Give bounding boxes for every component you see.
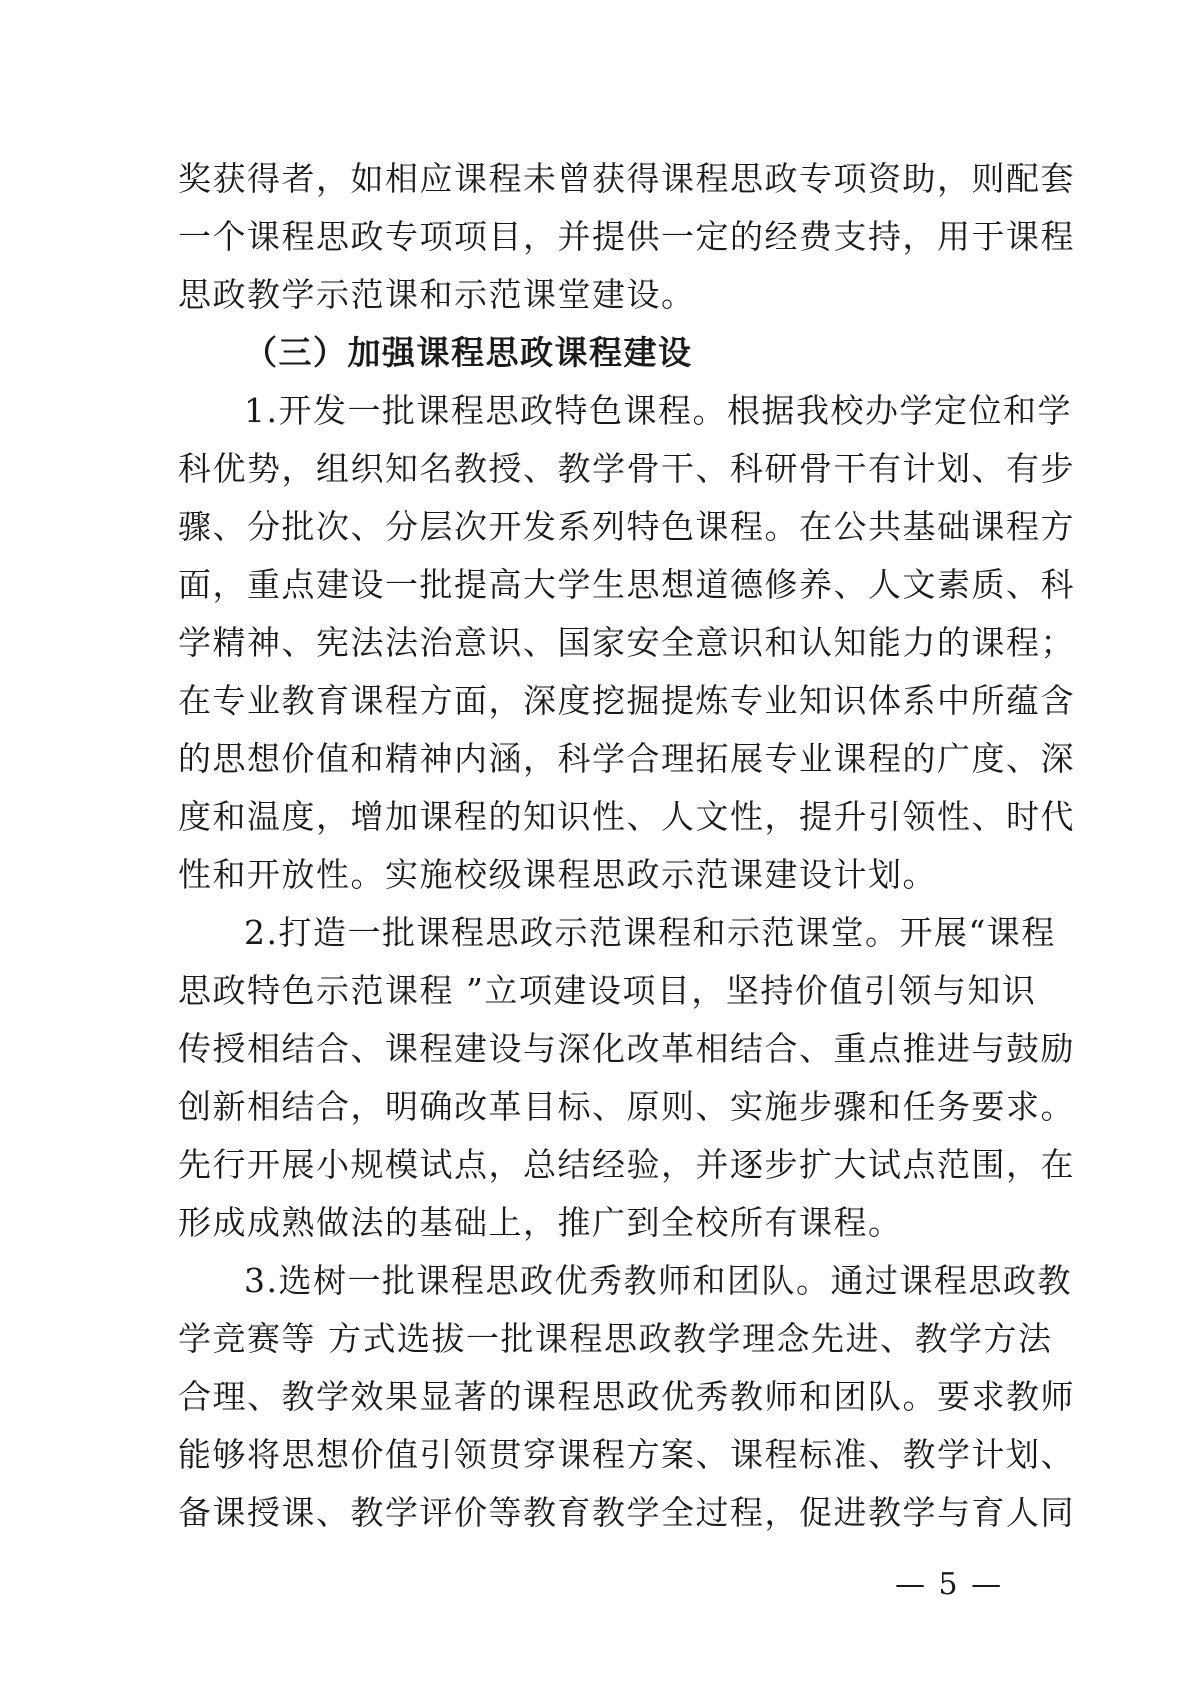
paragraph-line: 合理、教学效果显著的课程思政优秀教师和团队。要求教师 <box>178 1377 1075 1416</box>
document-body <box>178 150 1075 1542</box>
paragraph-line: 在专业教育课程方面，深度挖掘提炼专业知识体系中所蕴含 <box>178 681 1075 720</box>
paragraph-line: 学精神、宪法法治意识、国家安全意识和认知能力的课程； <box>178 623 1075 662</box>
paragraph-line: 2.打造一批课程思政示范课程和示范课堂。开展“课程 <box>244 913 1056 952</box>
section-heading: （三）加强课程思政课程建设 <box>244 333 693 372</box>
paragraph-line: 科优势，组织知名教授、教学骨干、科研骨干有计划、有步 <box>178 449 1075 488</box>
paragraph-line: 思政特色示范课程 ”立项建设项目，坚持价值引领与知识 <box>178 971 1037 1010</box>
paragraph-line: 备课授课、教学评价等教育教学全过程，促进教学与育人同 <box>178 1493 1075 1532</box>
paragraph-line: 1.开发一批课程思政特色课程。根据我校办学定位和学 <box>244 391 1072 430</box>
paragraph-line: 思政教学示范课和示范课堂建设。 <box>178 275 696 314</box>
paragraph-line: 的思想价值和精神内涵，科学合理拓展专业课程的广度、深 <box>178 739 1075 778</box>
paragraph-line: 学竞赛等 方式选拔一批课程思政教学理念先进、教学方法 <box>178 1319 1053 1358</box>
paragraph-line: 骤、分批次、分层次开发系列特色课程。在公共基础课程方 <box>178 507 1075 546</box>
paragraph-line: 形成成熟做法的基础上，推广到全校所有课程。 <box>178 1203 903 1242</box>
paragraph-line: 先行开展小规模试点，总结经验，并逐步扩大试点范围，在 <box>178 1145 1075 1184</box>
paragraph-line: 能够将思想价值引领贯穿课程方案、课程标准、教学计划、 <box>178 1435 1075 1474</box>
paragraph-line: 一个课程思政专项项目，并提供一定的经费支持，用于课程 <box>178 217 1075 256</box>
paragraph-line: 度和温度，增加课程的知识性、人文性，提升引领性、时代 <box>178 797 1075 836</box>
page-number: — 5 — <box>895 1567 1004 1602</box>
paragraph-line: 面，重点建设一批提高大学生思想道德修养、人文素质、科 <box>178 565 1075 604</box>
paragraph-line: 传授相结合、课程建设与深化改革相结合、重点推进与鼓励 <box>178 1029 1075 1068</box>
paragraph-line: 创新相结合，明确改革目标、原则、实施步骤和任务要求。 <box>178 1087 1075 1126</box>
paragraph-line: 奖获得者，如相应课程未曾获得课程思政专项资助，则配套 <box>178 159 1075 198</box>
paragraph-line: 3.选树一批课程思政优秀教师和团队。通过课程思政教 <box>244 1261 1072 1300</box>
paragraph-line: 性和开放性。实施校级课程思政示范课建设计划。 <box>178 855 937 894</box>
